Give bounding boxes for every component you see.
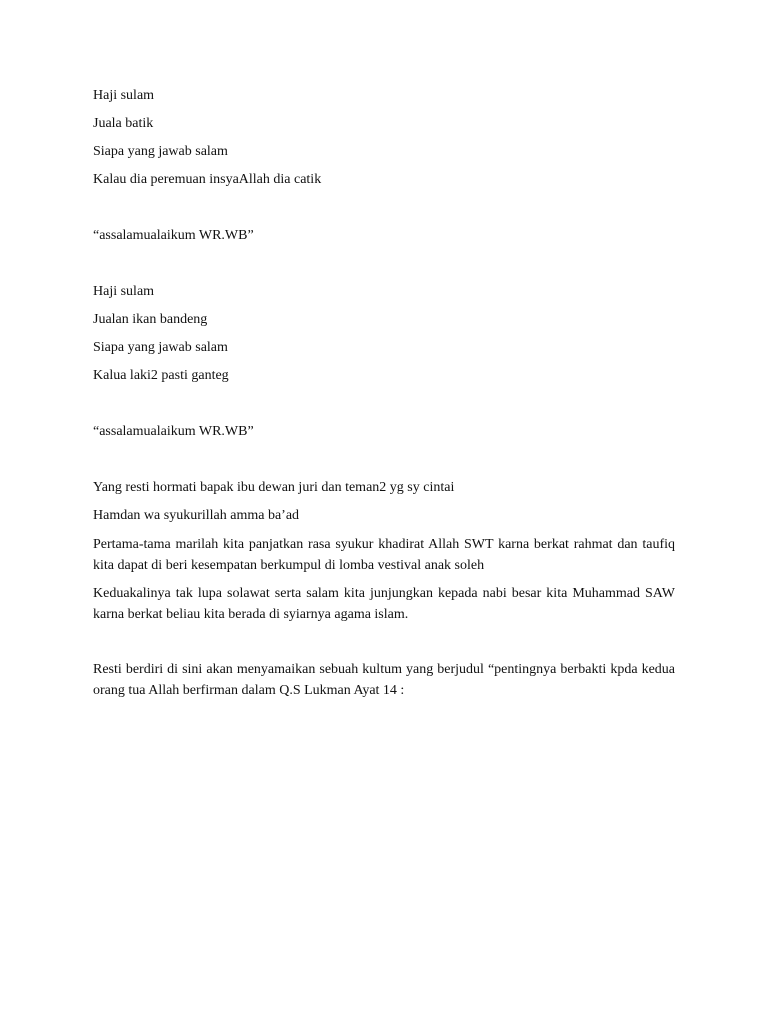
pantun-2-line-4: Kalua laki2 pasti ganteg [93, 368, 229, 383]
opening-address: Yang resti hormati bapak ibu dewan juri dan teman2 yg sy cintai [93, 480, 455, 495]
paragraph-gratitude: Pertama-tama marilah kita panjatkan rasa syukur khadirat Allah SWT karna berkat rahmat dan taufiq kita dapat di beri kesempatan berkumpul di lomba vestival anak soleh [93, 537, 675, 573]
greeting-2: “assalamualaikum WR.WB” [93, 424, 254, 439]
pantun-1-line-4: Kalau dia peremuan insyaAllah dia catik [93, 172, 322, 187]
greeting-1: “assalamualaikum WR.WB” [93, 228, 254, 243]
pantun-2-line-2: Jualan ikan bandeng [93, 312, 208, 327]
pantun-2-line-1: Haji sulam [93, 284, 155, 299]
pantun-1-line-3: Siapa yang jawab salam [93, 144, 228, 159]
pantun-2-line-3: Siapa yang jawab salam [93, 340, 228, 355]
pantun-1-line-1: Haji sulam [93, 88, 155, 103]
paragraph-kultum-intro: Resti berdiri di sini akan menyamaikan sebuah kultum yang berjudul “pentingnya berbakti kpda kedua orang tua Allah berfirman dalam Q.S Lukman Ayat 14 : [93, 662, 675, 698]
pantun-1-line-2: Juala batik [93, 116, 154, 131]
hamdalah-line: Hamdan wa syukurillah amma ba’ad [93, 508, 300, 523]
paragraph-salawat: Keduakalinya tak lupa solawat serta salam kita junjungkan kepada nabi besar kita Muhammad SAW karna berkat beliau kita berada di syiarnya agama islam. [93, 586, 675, 622]
